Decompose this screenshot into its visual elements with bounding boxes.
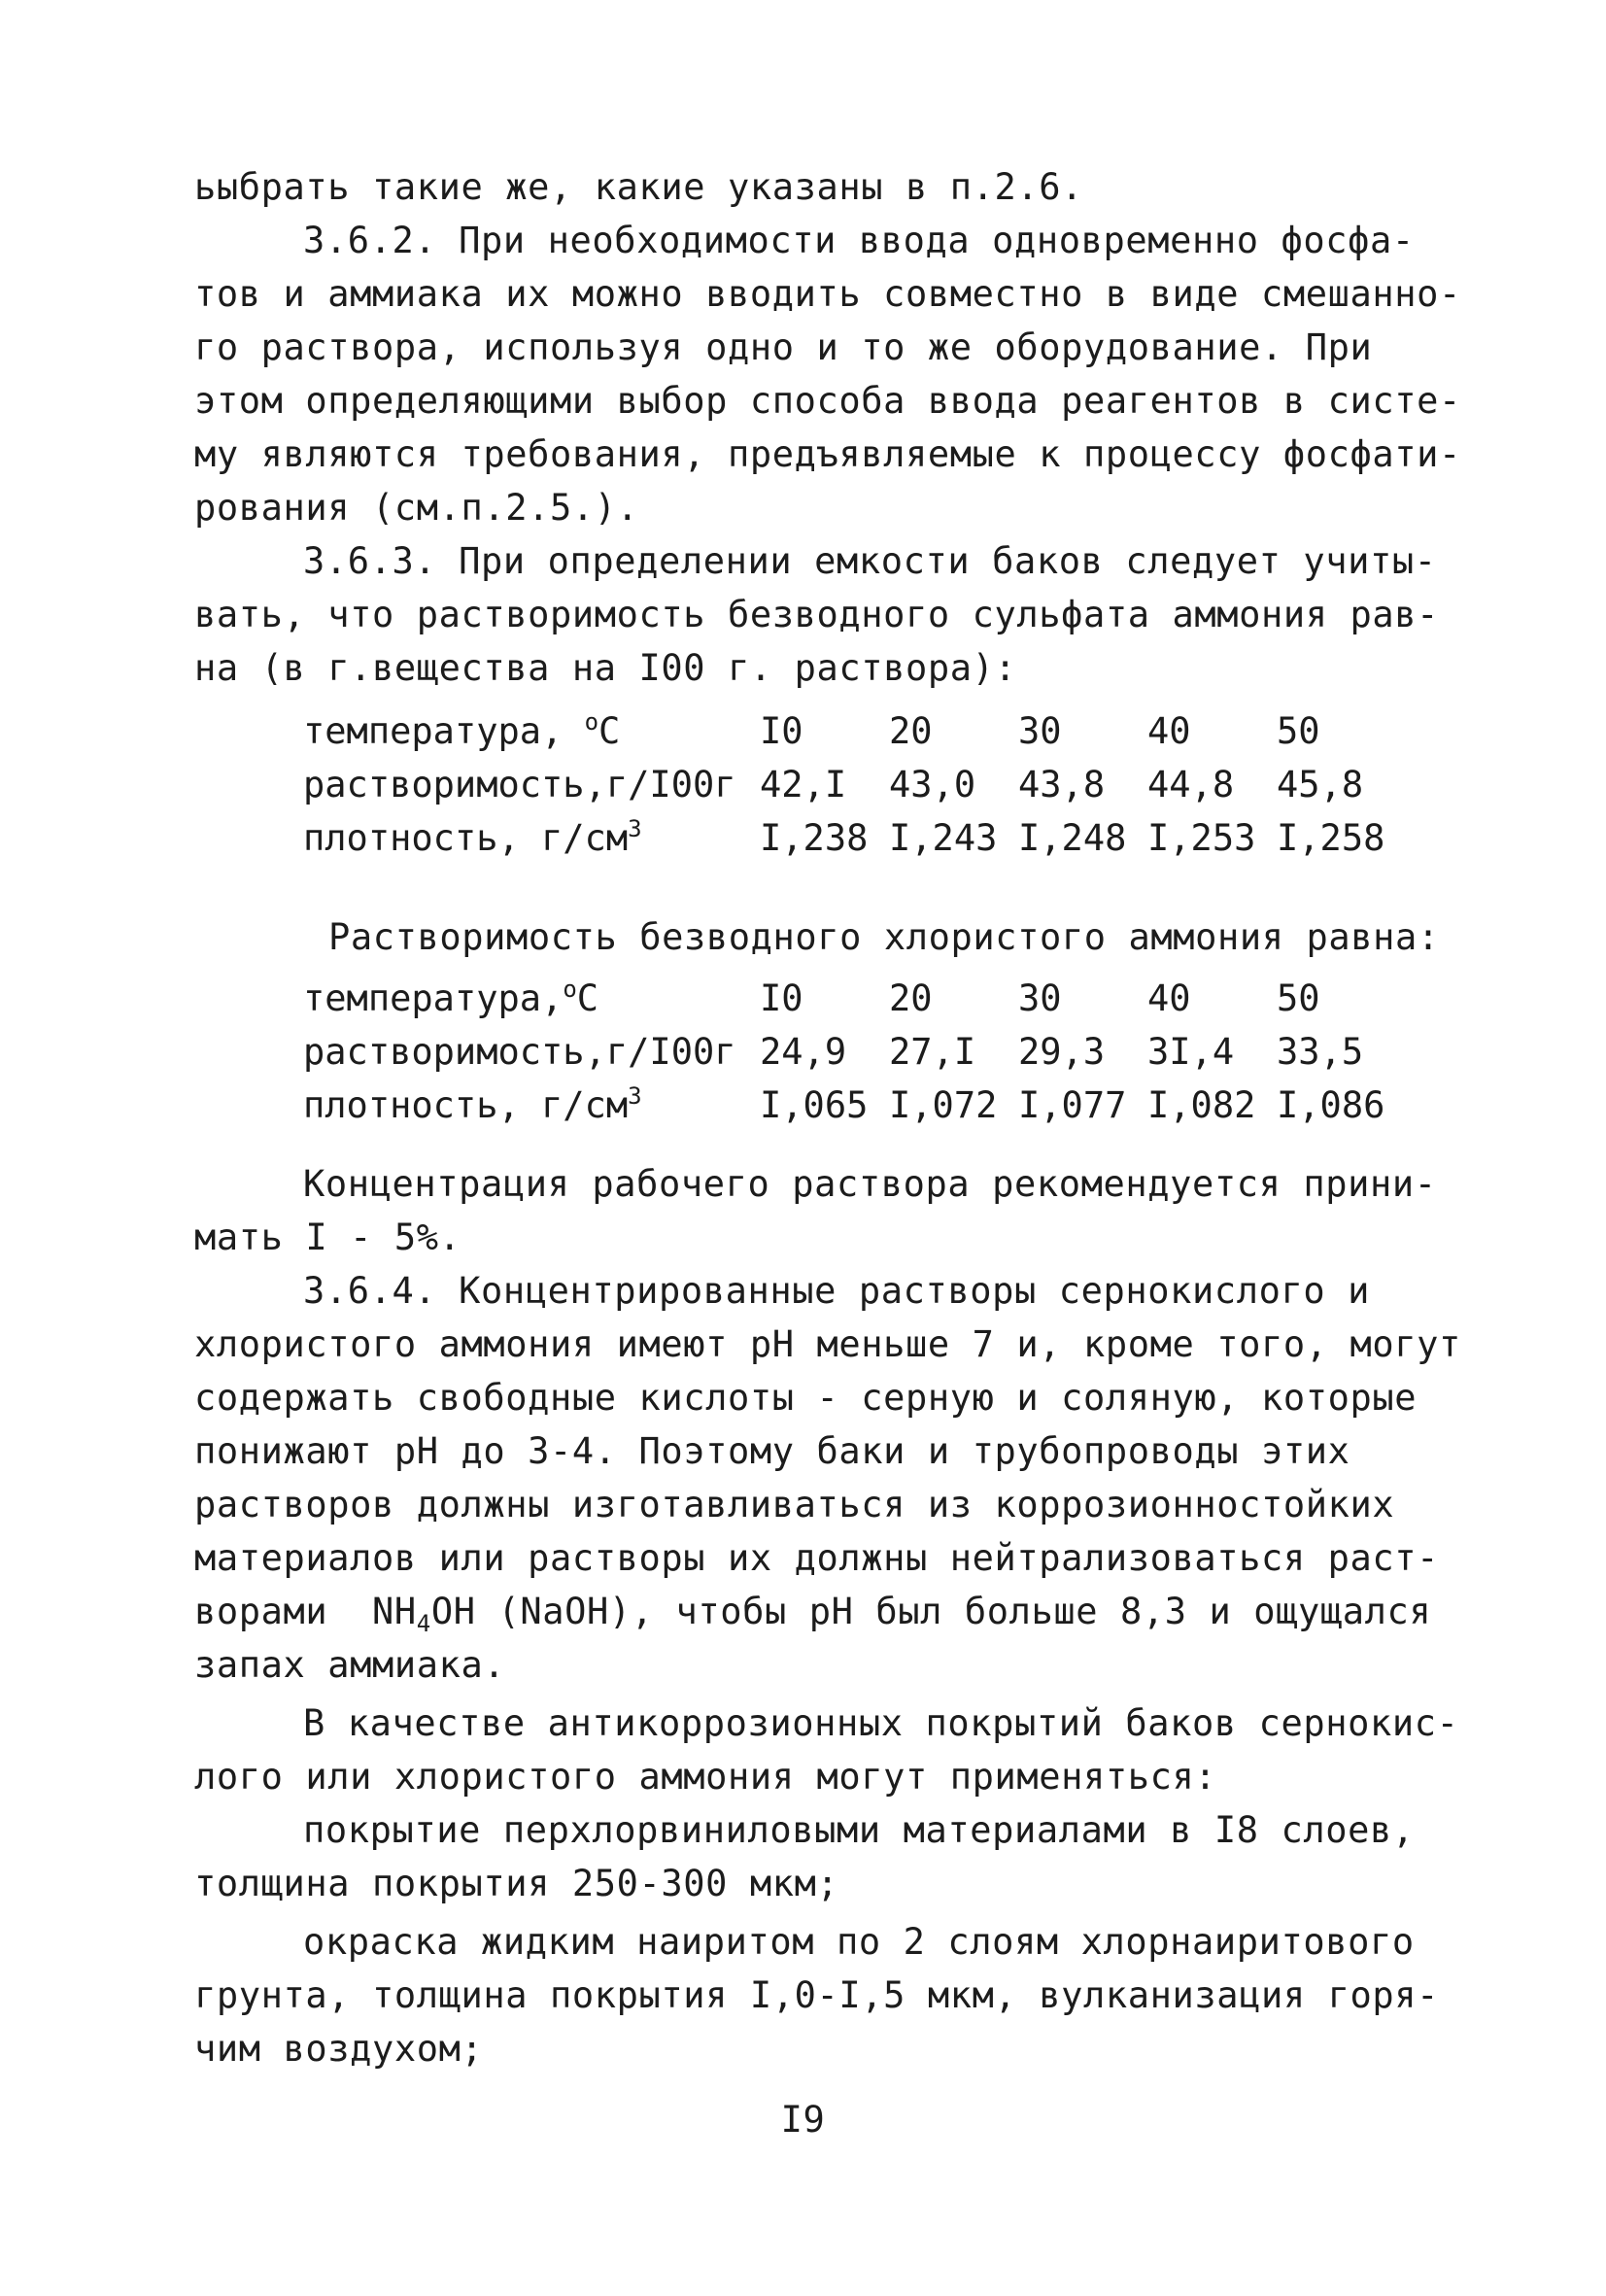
table-cell: 29,3 — [1018, 1031, 1106, 1073]
table-cell: I,082 — [1147, 1084, 1256, 1126]
sulfate-solubility-table — [303, 704, 1406, 865]
text-line: материалов или растворы их должны нейтрализоваться раст- — [194, 1537, 1440, 1579]
text-line: грунта, толщина покрытия I,0-I,5 мкм, вулканизация горя- — [194, 1974, 1440, 2016]
table-cell: 50 — [1277, 710, 1320, 752]
table-cell: I,077 — [1018, 1084, 1127, 1126]
text-line: В качестве антикоррозионных покрытий баков сернокис- — [303, 1702, 1459, 1744]
table-row — [303, 1079, 1406, 1132]
chloride-heading: Растворимость безводного хлористого аммония равна: — [328, 916, 1440, 958]
table-cell: I,238 — [760, 817, 869, 859]
table-cell: 40 — [1147, 977, 1191, 1019]
table-row — [303, 1025, 1406, 1079]
table-cell: I,248 — [1018, 817, 1127, 859]
table-cell: 30 — [1018, 977, 1062, 1019]
table-cell: I0 — [760, 710, 803, 752]
text-line: 3.6.3. При определении емкости баков следует учиты- — [303, 540, 1437, 582]
table-cell: I,086 — [1277, 1084, 1385, 1126]
text-line: рования (см.п.2.5.). — [194, 487, 639, 529]
row-label: температура,$^o$C — [303, 976, 599, 1019]
text-line: вать, что растворимость безводного сульфата аммония рав- — [194, 594, 1440, 635]
row-label: плотность, $г/см^3$ — [303, 1082, 642, 1126]
text-line: Концентрация рабочего раствора рекомендуется прини- — [303, 1163, 1437, 1205]
table-cell: I,065 — [760, 1084, 869, 1126]
row-label: растворимость,г/I00г — [303, 764, 736, 805]
table-cell: I,072 — [889, 1084, 998, 1126]
table-cell: 20 — [889, 977, 933, 1019]
table-cell: 42,I — [760, 764, 847, 805]
text-line: 3.6.2. При необходимости ввода одновременно фосфа- — [303, 220, 1415, 261]
table-cell: I0 — [760, 977, 803, 1019]
table-row — [303, 758, 1406, 811]
text-line: хлористого аммония имеют pH меньше 7 и, кроме того, могут — [194, 1323, 1461, 1365]
table-cell: I,258 — [1277, 817, 1385, 859]
table-cell: 27,I — [889, 1031, 976, 1073]
table-row — [303, 704, 1406, 758]
table-cell: 43,8 — [1018, 764, 1106, 805]
row-label: растворимость,г/I00г — [303, 1031, 736, 1073]
text-line: понижают pH до 3-4. Поэтому баки и трубопроводы этих — [194, 1430, 1350, 1472]
formula-line: ворами $NH_4OH$ (NaOH), чтобы pH был больше 8,3 и ощущался — [194, 1591, 1432, 1637]
text-line: му являются требования, предъявляемые к процессу фосфати- — [194, 433, 1461, 475]
table-cell: 45,8 — [1277, 764, 1364, 805]
text-line: окраска жидким наиритом по 2 слоям хлорнаиритового — [303, 1921, 1415, 1963]
table-cell: 3I,4 — [1147, 1031, 1235, 1073]
page-number: I9 — [780, 2099, 826, 2141]
text-line: этом определяющими выбор способа ввода реагентов в систе- — [194, 380, 1461, 422]
table-cell: 33,5 — [1277, 1031, 1364, 1073]
text-line: лого или хлористого аммония могут применяться: — [194, 1756, 1217, 1798]
text-line: ьыбрать такие же, какие указаны в п.2.6. — [194, 166, 1084, 208]
table-row — [303, 972, 1406, 1025]
text-line: толщина покрытия 250-300 мкм; — [194, 1863, 839, 1904]
table-row — [303, 811, 1406, 865]
table-cell: 24,9 — [760, 1031, 847, 1073]
table-cell: 40 — [1147, 710, 1191, 752]
text-line: содержать свободные кислоты - серную и соляную, которые — [194, 1377, 1418, 1419]
text-line: чим воздухом; — [194, 2028, 484, 2070]
text-line: запах аммиака. — [194, 1644, 506, 1686]
row-label: плотность, $г/см^3$ — [303, 815, 642, 859]
table-cell: I,243 — [889, 817, 998, 859]
table-cell: 30 — [1018, 710, 1062, 752]
chloride-solubility-table — [303, 972, 1406, 1132]
text-line: 3.6.4. Концентрированные растворы сернокислого и — [303, 1270, 1371, 1312]
table-cell: 50 — [1277, 977, 1320, 1019]
text-line: го раствора, используя одно и то же оборудование. При — [194, 326, 1373, 368]
text-line: покрытие перхлорвиниловыми материалами в I8 слоев, — [303, 1809, 1415, 1851]
text-line: мать I - 5%. — [194, 1217, 461, 1258]
table-cell: 20 — [889, 710, 933, 752]
table-cell: 43,0 — [889, 764, 976, 805]
table-cell: 44,8 — [1147, 764, 1235, 805]
row-label: температура, $^o$C — [303, 708, 621, 752]
table-cell: I,253 — [1147, 817, 1256, 859]
text-line: растворов должны изготавливаться из коррозионностойких — [194, 1484, 1395, 1525]
text-line: тов и аммиака их можно вводить совместно в виде смешанно- — [194, 273, 1461, 315]
text-line: на (в г.вещества на I00 г. раствора): — [194, 647, 1017, 689]
